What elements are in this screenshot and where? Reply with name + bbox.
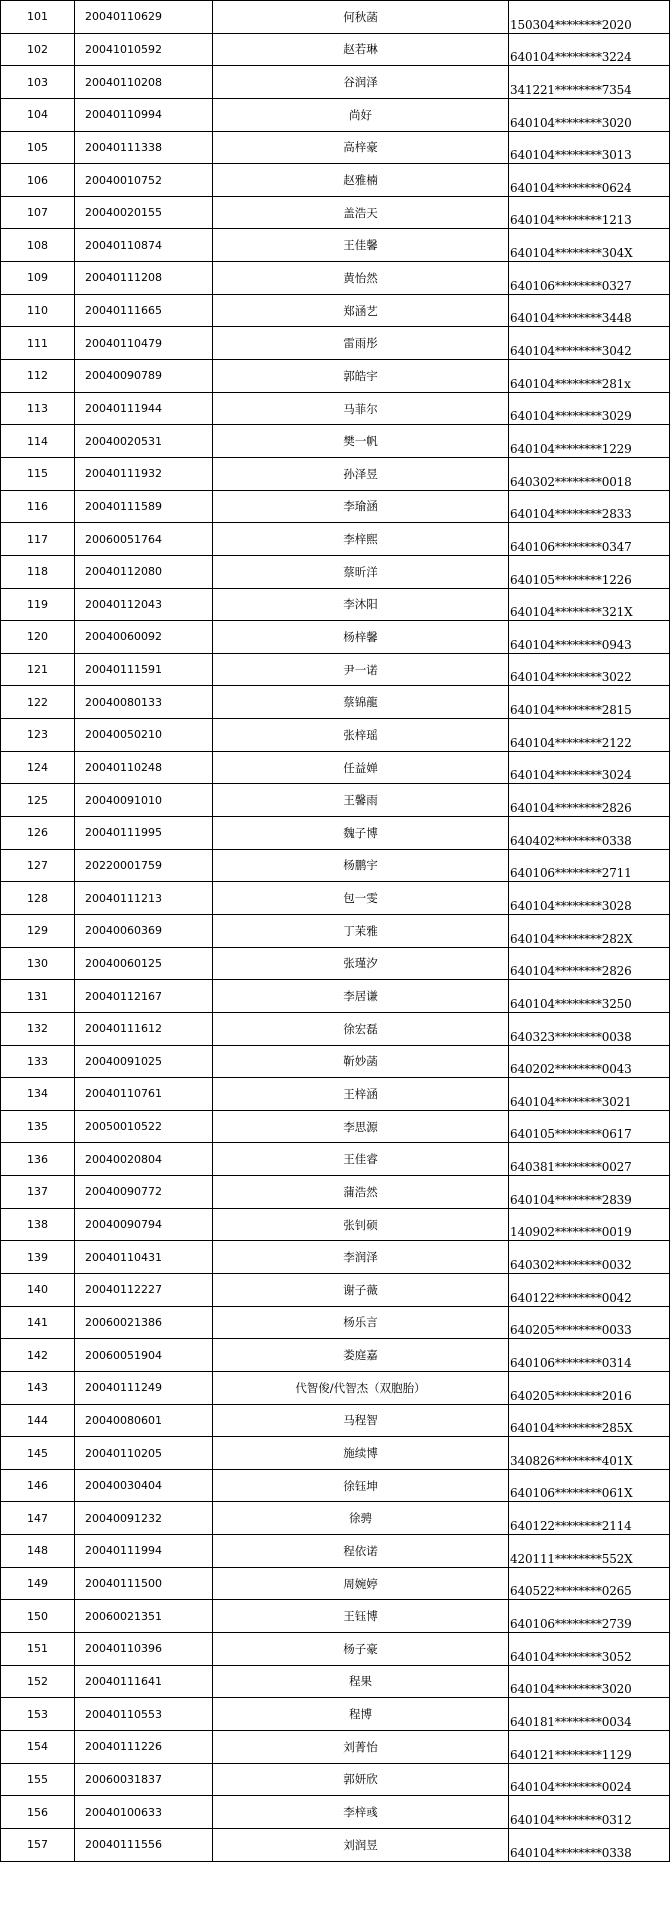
table-row	[1, 686, 670, 719]
row-number: 157	[1, 1828, 75, 1861]
row-number: 113	[1, 392, 75, 425]
row-number: 127	[1, 849, 75, 882]
row-number: 154	[1, 1730, 75, 1763]
row-number: 149	[1, 1567, 75, 1600]
table-row	[1, 555, 670, 588]
table-row	[1, 196, 670, 229]
id-number: 640106********061X	[509, 1469, 670, 1502]
table-body	[1, 1, 670, 1862]
id-number: 640205********0033	[509, 1306, 670, 1339]
table-row	[1, 1339, 670, 1372]
student-id: 20040060369	[75, 914, 213, 947]
student-id: 20040111226	[75, 1730, 213, 1763]
table-row	[1, 1535, 670, 1568]
id-number: 640104********285X	[509, 1404, 670, 1437]
student-id: 20040110205	[75, 1437, 213, 1470]
row-number: 109	[1, 262, 75, 295]
id-number: 640104********0312	[509, 1796, 670, 1829]
student-id: 20040030404	[75, 1469, 213, 1502]
id-number: 640104********3052	[509, 1633, 670, 1666]
student-id: 20040110479	[75, 327, 213, 360]
student-name: 蒲浩然	[213, 1176, 509, 1209]
table-row	[1, 1, 670, 34]
student-name: 李瑜涵	[213, 490, 509, 523]
row-number: 101	[1, 1, 75, 34]
id-number: 640106********0347	[509, 523, 670, 556]
student-name: 王馨雨	[213, 784, 509, 817]
table-row	[1, 457, 670, 490]
student-id: 20040090789	[75, 360, 213, 393]
student-name: 郭皓宇	[213, 360, 509, 393]
row-number: 125	[1, 784, 75, 817]
student-name: 蔡锦龍	[213, 686, 509, 719]
table-row	[1, 392, 670, 425]
student-id: 20040091025	[75, 1045, 213, 1078]
row-number: 111	[1, 327, 75, 360]
student-name: 谷润泽	[213, 66, 509, 99]
table-row	[1, 751, 670, 784]
table-row	[1, 294, 670, 327]
student-name: 雷雨彤	[213, 327, 509, 360]
student-name: 杨子豪	[213, 1633, 509, 1666]
row-number: 106	[1, 164, 75, 197]
table-row	[1, 490, 670, 523]
student-id: 20060021386	[75, 1306, 213, 1339]
id-number: 640104********3042	[509, 327, 670, 360]
student-name: 李居谦	[213, 980, 509, 1013]
student-name: 盖浩天	[213, 196, 509, 229]
table-row	[1, 1763, 670, 1796]
id-number: 640104********0338	[509, 1828, 670, 1861]
row-number: 114	[1, 425, 75, 458]
table-row	[1, 262, 670, 295]
table-row	[1, 1665, 670, 1698]
student-name: 徐宏磊	[213, 1012, 509, 1045]
row-number: 115	[1, 457, 75, 490]
id-number: 140902********0019	[509, 1208, 670, 1241]
id-number: 640181********0034	[509, 1698, 670, 1731]
student-id: 20060021351	[75, 1600, 213, 1633]
student-id: 20040110874	[75, 229, 213, 262]
row-number: 129	[1, 914, 75, 947]
student-name: 孙泽昱	[213, 457, 509, 490]
student-name: 张钊硕	[213, 1208, 509, 1241]
row-number: 105	[1, 131, 75, 164]
table-row	[1, 653, 670, 686]
id-number: 640104********3224	[509, 33, 670, 66]
student-name: 王梓涵	[213, 1078, 509, 1111]
table-row	[1, 425, 670, 458]
student-id: 20040112167	[75, 980, 213, 1013]
row-number: 137	[1, 1176, 75, 1209]
table-row	[1, 817, 670, 850]
id-number: 640205********2016	[509, 1371, 670, 1404]
id-number: 640104********3021	[509, 1078, 670, 1111]
table-row	[1, 1828, 670, 1861]
row-number: 116	[1, 490, 75, 523]
table-row	[1, 131, 670, 164]
student-id: 20040110994	[75, 98, 213, 131]
student-id: 20040020804	[75, 1143, 213, 1176]
student-name: 杨乐言	[213, 1306, 509, 1339]
row-number: 133	[1, 1045, 75, 1078]
table-row	[1, 1241, 670, 1274]
student-id: 20050010522	[75, 1110, 213, 1143]
student-id: 20060051904	[75, 1339, 213, 1372]
student-id: 20040111213	[75, 882, 213, 915]
table-row	[1, 1371, 670, 1404]
id-number: 341221********7354	[509, 66, 670, 99]
row-number: 147	[1, 1502, 75, 1535]
student-id: 20220001759	[75, 849, 213, 882]
student-id: 20040111612	[75, 1012, 213, 1045]
id-number: 640104********0943	[509, 621, 670, 654]
id-number: 640104********2815	[509, 686, 670, 719]
row-number: 123	[1, 719, 75, 752]
id-number: 640302********0032	[509, 1241, 670, 1274]
student-name: 李沐阳	[213, 588, 509, 621]
table-row	[1, 164, 670, 197]
row-number: 141	[1, 1306, 75, 1339]
student-name: 王佳睿	[213, 1143, 509, 1176]
row-number: 152	[1, 1665, 75, 1698]
table-row	[1, 1045, 670, 1078]
student-id: 20040091010	[75, 784, 213, 817]
student-id: 20040091232	[75, 1502, 213, 1535]
id-number: 640104********3022	[509, 653, 670, 686]
student-id: 20040110431	[75, 1241, 213, 1274]
student-name: 张梓瑶	[213, 719, 509, 752]
row-number: 150	[1, 1600, 75, 1633]
id-number: 640104********2839	[509, 1176, 670, 1209]
id-number: 640104********0024	[509, 1763, 670, 1796]
row-number: 128	[1, 882, 75, 915]
student-id: 20040020155	[75, 196, 213, 229]
table-row	[1, 1110, 670, 1143]
student-name: 程果	[213, 1665, 509, 1698]
row-number: 117	[1, 523, 75, 556]
id-number: 640402********0338	[509, 817, 670, 850]
student-name: 张瑾汐	[213, 947, 509, 980]
student-id: 20041010592	[75, 33, 213, 66]
table-row	[1, 621, 670, 654]
student-id: 20040110208	[75, 66, 213, 99]
table-row	[1, 849, 670, 882]
row-number: 143	[1, 1371, 75, 1404]
id-number: 640104********3020	[509, 98, 670, 131]
student-id: 20040080133	[75, 686, 213, 719]
student-name: 徐钰坤	[213, 1469, 509, 1502]
id-number: 640106********0314	[509, 1339, 670, 1372]
table-row	[1, 33, 670, 66]
student-name: 李梓熙	[213, 523, 509, 556]
table-row	[1, 1012, 670, 1045]
table-row	[1, 1567, 670, 1600]
row-number: 135	[1, 1110, 75, 1143]
id-number: 640104********3028	[509, 882, 670, 915]
student-name: 尹一诺	[213, 653, 509, 686]
id-number: 640106********2711	[509, 849, 670, 882]
table-row	[1, 947, 670, 980]
student-id: 20040010752	[75, 164, 213, 197]
id-number: 640104********281x	[509, 360, 670, 393]
id-number: 640104********3448	[509, 294, 670, 327]
student-name: 娄庭嘉	[213, 1339, 509, 1372]
student-name: 刘菁怡	[213, 1730, 509, 1763]
id-number: 640323********0038	[509, 1012, 670, 1045]
student-name: 丁茉雅	[213, 914, 509, 947]
id-number: 640104********1213	[509, 196, 670, 229]
id-number: 420111********552X	[509, 1535, 670, 1568]
table-row	[1, 588, 670, 621]
student-id: 20040110396	[75, 1633, 213, 1666]
student-id: 20040110553	[75, 1698, 213, 1731]
student-name: 徐骋	[213, 1502, 509, 1535]
row-number: 153	[1, 1698, 75, 1731]
table-row	[1, 1502, 670, 1535]
row-number: 138	[1, 1208, 75, 1241]
row-number: 103	[1, 66, 75, 99]
student-id: 20040080601	[75, 1404, 213, 1437]
table-row	[1, 784, 670, 817]
table-row	[1, 1143, 670, 1176]
student-id: 20040050210	[75, 719, 213, 752]
student-name: 马菲尔	[213, 392, 509, 425]
row-number: 102	[1, 33, 75, 66]
student-id: 20040111944	[75, 392, 213, 425]
student-name: 程依诺	[213, 1535, 509, 1568]
id-number: 640104********2826	[509, 947, 670, 980]
table-row	[1, 1698, 670, 1731]
row-number: 112	[1, 360, 75, 393]
table-row	[1, 229, 670, 262]
row-number: 148	[1, 1535, 75, 1568]
row-number: 122	[1, 686, 75, 719]
row-number: 139	[1, 1241, 75, 1274]
row-number: 130	[1, 947, 75, 980]
table-row	[1, 1469, 670, 1502]
row-number: 121	[1, 653, 75, 686]
table-row	[1, 1208, 670, 1241]
table-row	[1, 914, 670, 947]
student-id: 20040111995	[75, 817, 213, 850]
table-row	[1, 1078, 670, 1111]
student-id: 20040110248	[75, 751, 213, 784]
student-name: 周婉婷	[213, 1567, 509, 1600]
table-row	[1, 1176, 670, 1209]
table-row	[1, 882, 670, 915]
student-name: 李思源	[213, 1110, 509, 1143]
student-name: 樊一帆	[213, 425, 509, 458]
student-name: 何秋菡	[213, 1, 509, 34]
student-id: 20040111589	[75, 490, 213, 523]
student-name: 包一雯	[213, 882, 509, 915]
id-number: 640104********321X	[509, 588, 670, 621]
id-number: 640122********2114	[509, 1502, 670, 1535]
student-id: 20040112080	[75, 555, 213, 588]
id-number: 640104********1229	[509, 425, 670, 458]
student-id: 20040111932	[75, 457, 213, 490]
row-number: 155	[1, 1763, 75, 1796]
student-id: 20040111208	[75, 262, 213, 295]
student-id: 20040111500	[75, 1567, 213, 1600]
row-number: 119	[1, 588, 75, 621]
row-number: 108	[1, 229, 75, 262]
id-number: 640104********2826	[509, 784, 670, 817]
table-row	[1, 1633, 670, 1666]
student-id: 20060051764	[75, 523, 213, 556]
row-number: 142	[1, 1339, 75, 1372]
student-id: 20040112043	[75, 588, 213, 621]
row-number: 131	[1, 980, 75, 1013]
id-number: 640104********3024	[509, 751, 670, 784]
table-row	[1, 523, 670, 556]
id-number: 640104********304X	[509, 229, 670, 262]
table-row	[1, 327, 670, 360]
id-number: 640104********3013	[509, 131, 670, 164]
row-number: 120	[1, 621, 75, 654]
table-row	[1, 360, 670, 393]
student-id: 20040060125	[75, 947, 213, 980]
student-id: 20040111665	[75, 294, 213, 327]
row-number: 110	[1, 294, 75, 327]
row-number: 126	[1, 817, 75, 850]
student-name: 李梓彧	[213, 1796, 509, 1829]
id-number: 640106********2739	[509, 1600, 670, 1633]
id-number: 640104********282X	[509, 914, 670, 947]
student-name: 黄怡然	[213, 262, 509, 295]
id-number: 640122********0042	[509, 1273, 670, 1306]
id-number: 150304********2020	[509, 1, 670, 34]
student-name: 王钰博	[213, 1600, 509, 1633]
id-number: 640104********3020	[509, 1665, 670, 1698]
student-id: 20040090772	[75, 1176, 213, 1209]
student-name: 程博	[213, 1698, 509, 1731]
id-number: 640104********3029	[509, 392, 670, 425]
student-id: 20040112227	[75, 1273, 213, 1306]
student-name: 代智俊/代智杰（双胞胎）	[213, 1371, 509, 1404]
student-name: 尚好	[213, 98, 509, 131]
table-row	[1, 980, 670, 1013]
student-name: 王佳馨	[213, 229, 509, 262]
row-number: 156	[1, 1796, 75, 1829]
student-name: 任益婵	[213, 751, 509, 784]
id-number: 640302********0018	[509, 457, 670, 490]
student-name: 魏子博	[213, 817, 509, 850]
id-number: 640105********1226	[509, 555, 670, 588]
table-row	[1, 1437, 670, 1470]
row-number: 140	[1, 1273, 75, 1306]
student-id: 20040110761	[75, 1078, 213, 1111]
table-row	[1, 1273, 670, 1306]
table-row	[1, 719, 670, 752]
student-id: 20040111591	[75, 653, 213, 686]
student-id: 20040090794	[75, 1208, 213, 1241]
row-number: 124	[1, 751, 75, 784]
student-name: 施续博	[213, 1437, 509, 1470]
student-name: 刘润昱	[213, 1828, 509, 1861]
row-number: 151	[1, 1633, 75, 1666]
table-row	[1, 98, 670, 131]
table-row	[1, 1306, 670, 1339]
id-number: 640104********0624	[509, 164, 670, 197]
student-id: 20040111338	[75, 131, 213, 164]
student-id: 20040100633	[75, 1796, 213, 1829]
table-row	[1, 1796, 670, 1829]
row-number: 146	[1, 1469, 75, 1502]
student-name: 马程智	[213, 1404, 509, 1437]
student-id: 20040111556	[75, 1828, 213, 1861]
student-id: 20040111249	[75, 1371, 213, 1404]
student-name: 杨梓馨	[213, 621, 509, 654]
id-number: 640106********0327	[509, 262, 670, 295]
student-name: 谢子薇	[213, 1273, 509, 1306]
student-name: 高梓豪	[213, 131, 509, 164]
id-number: 640105********0617	[509, 1110, 670, 1143]
row-number: 104	[1, 98, 75, 131]
id-number: 640104********2833	[509, 490, 670, 523]
id-number: 640121********1129	[509, 1730, 670, 1763]
table-row	[1, 66, 670, 99]
student-name: 郭妍欣	[213, 1763, 509, 1796]
student-name: 杨鹏宇	[213, 849, 509, 882]
student-id: 20040110629	[75, 1, 213, 34]
id-number: 640202********0043	[509, 1045, 670, 1078]
row-number: 118	[1, 555, 75, 588]
student-name: 郑涵艺	[213, 294, 509, 327]
student-name: 靳妙菡	[213, 1045, 509, 1078]
row-number: 144	[1, 1404, 75, 1437]
student-name: 赵雅楠	[213, 164, 509, 197]
id-number: 640104********2122	[509, 719, 670, 752]
table-row	[1, 1730, 670, 1763]
id-number: 340826********401X	[509, 1437, 670, 1470]
student-id: 20060031837	[75, 1763, 213, 1796]
row-number: 107	[1, 196, 75, 229]
student-id: 20040111994	[75, 1535, 213, 1568]
student-id: 20040111641	[75, 1665, 213, 1698]
row-number: 132	[1, 1012, 75, 1045]
student-name: 李润泽	[213, 1241, 509, 1274]
student-id: 20040020531	[75, 425, 213, 458]
student-name: 蔡昕洋	[213, 555, 509, 588]
row-number: 145	[1, 1437, 75, 1470]
id-number: 640522********0265	[509, 1567, 670, 1600]
row-number: 136	[1, 1143, 75, 1176]
row-number: 134	[1, 1078, 75, 1111]
student-id: 20040060092	[75, 621, 213, 654]
id-number: 640104********3250	[509, 980, 670, 1013]
student-name: 赵若琳	[213, 33, 509, 66]
table-row	[1, 1404, 670, 1437]
id-number: 640381********0027	[509, 1143, 670, 1176]
table-row	[1, 1600, 670, 1633]
